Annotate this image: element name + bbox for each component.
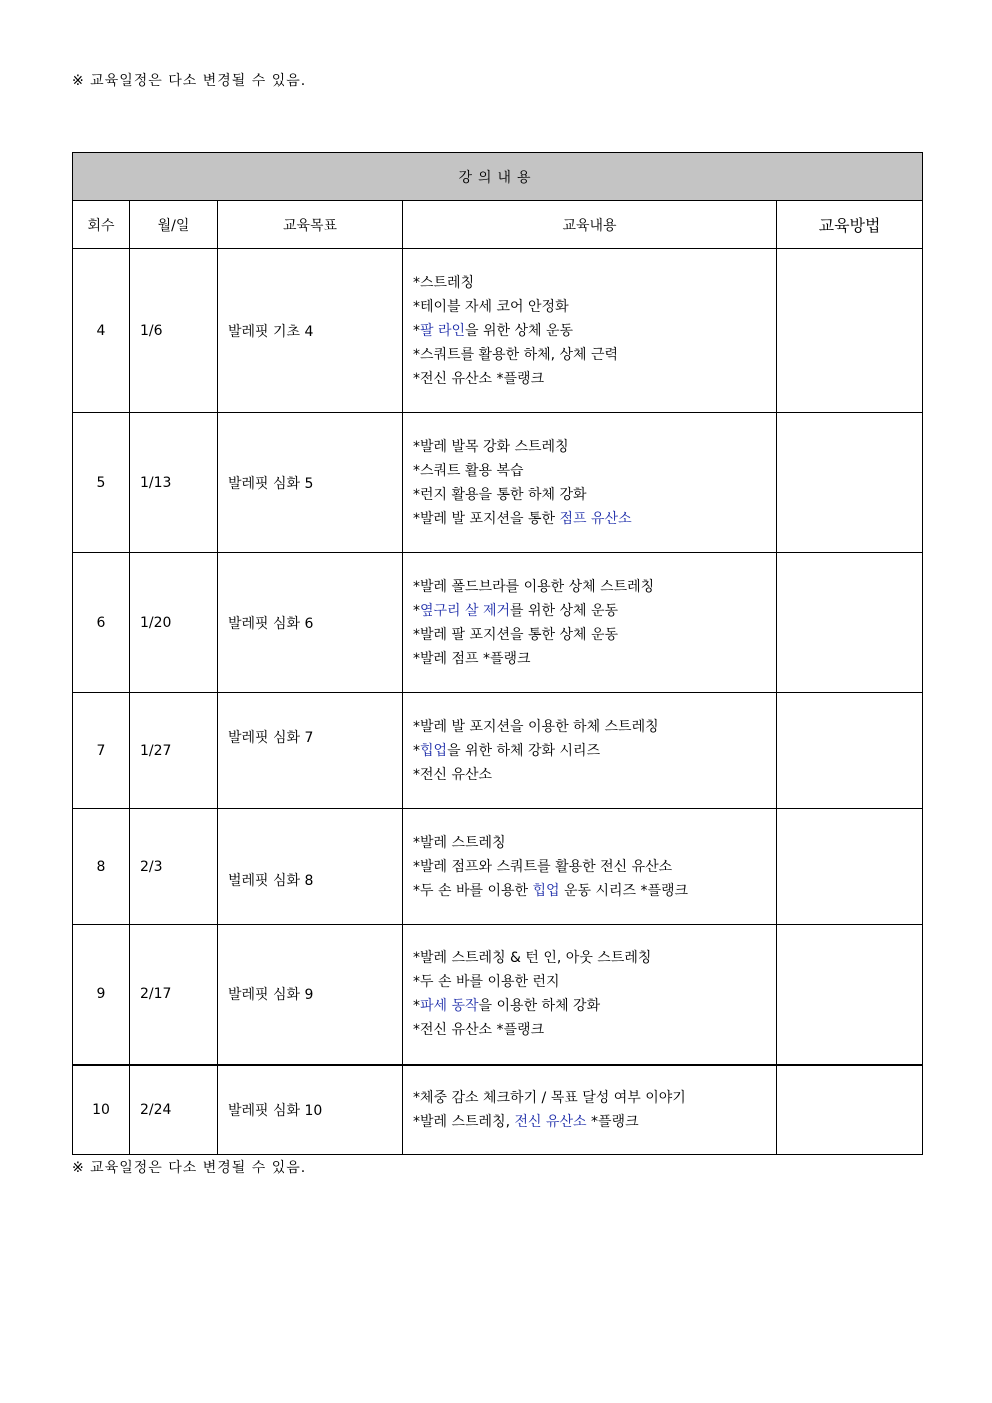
content-text: * <box>413 602 420 619</box>
session-content <box>403 809 777 925</box>
table-row <box>73 413 923 553</box>
content-line <box>413 1018 776 1042</box>
content-text: * <box>413 742 420 759</box>
session-content <box>403 553 777 693</box>
session-goal: 발레핏 심화 5 <box>218 413 403 553</box>
content-text: *발레 폴드브라를 이용한 상체 스트레칭 <box>413 578 655 595</box>
highlighted-text: 옆구리 살 제거 <box>420 602 511 619</box>
content-line <box>413 575 776 599</box>
table-row <box>73 249 923 413</box>
header-goal: 교육목표 <box>218 201 403 249</box>
table-row <box>73 553 923 693</box>
session-number: 5 <box>73 413 130 553</box>
content-text: * <box>413 322 420 339</box>
content-line <box>413 855 776 879</box>
content-text: *두 손 바를 이용한 <box>413 882 533 899</box>
header-session: 회수 <box>73 201 130 249</box>
content-text: *발레 점프와 스쿼트를 활용한 전신 유산소 <box>413 858 673 875</box>
content-text: *발레 스트레칭 & 턴 인, 아웃 스트레칭 <box>413 950 652 967</box>
session-date: 1/6 <box>130 249 218 413</box>
content-line <box>413 483 776 507</box>
content-line <box>413 970 776 994</box>
content-text: *발레 팔 포지션을 통한 상체 운동 <box>413 626 619 643</box>
content-text: 을 이용한 하체 강화 <box>478 998 601 1015</box>
session-method <box>777 553 923 693</box>
content-text: *전신 유산소 *플랭크 <box>413 370 545 387</box>
content-line <box>413 435 776 459</box>
content-text: 을 위한 하체 강화 시리즈 <box>447 742 601 759</box>
session-number: 7 <box>73 693 130 809</box>
content-line <box>413 647 776 671</box>
content-text: *전신 유산소 *플랭크 <box>413 1022 545 1039</box>
content-line <box>413 763 776 787</box>
header-date: 월/일 <box>130 201 218 249</box>
session-method <box>777 809 923 925</box>
highlighted-text: 힙업 <box>420 742 448 759</box>
content-line <box>413 879 776 903</box>
session-number: 8 <box>73 809 130 925</box>
session-method <box>777 249 923 413</box>
content-text: *발레 발 포지션을 통한 <box>413 510 560 527</box>
content-text: 를 위한 상체 운동 <box>510 602 619 619</box>
content-line <box>413 715 776 739</box>
content-text: *발레 스트레칭, <box>413 1113 515 1130</box>
content-line <box>413 271 776 295</box>
session-goal: 발레핏 심화 6 <box>218 553 403 693</box>
content-text: *플랭크 <box>586 1113 639 1130</box>
content-text: 운동 시리즈 *플랭크 <box>559 882 689 899</box>
session-content <box>403 413 777 553</box>
session-goal: 벌레핏 심화 8 <box>218 809 403 925</box>
table-header-row <box>73 201 923 249</box>
content-line <box>413 946 776 970</box>
session-method <box>777 1065 923 1155</box>
session-number: 9 <box>73 925 130 1065</box>
highlighted-text: 전신 유산소 <box>514 1113 587 1130</box>
content-line <box>413 319 776 343</box>
session-goal: 발레핏 심화 9 <box>218 925 403 1065</box>
session-method <box>777 693 923 809</box>
content-line <box>413 994 776 1018</box>
lecture-content-table <box>72 152 923 1155</box>
session-date: 1/27 <box>130 693 218 809</box>
schedule-change-notice-top: ※ 교육일정은 다소 변경될 수 있음. <box>72 73 307 89</box>
header-content: 교육내용 <box>403 201 777 249</box>
session-goal: 발레핏 심화 10 <box>218 1065 403 1155</box>
highlighted-text: 점프 유산소 <box>559 510 632 527</box>
content-text: *체중 감소 체크하기 / 목표 달성 여부 이야기 <box>413 1089 686 1106</box>
content-text: *두 손 바를 이용한 런지 <box>413 974 560 991</box>
table-row <box>73 925 923 1065</box>
content-line <box>413 459 776 483</box>
header-method: 교육방법 <box>777 201 923 249</box>
content-line <box>413 739 776 763</box>
table-title-row <box>73 153 923 201</box>
schedule-change-notice-bottom: ※ 교육일정은 다소 변경될 수 있음. <box>72 1160 307 1176</box>
session-date: 1/13 <box>130 413 218 553</box>
session-number: 4 <box>73 249 130 413</box>
highlighted-text: 힙업 <box>532 882 560 899</box>
content-line <box>413 343 776 367</box>
content-line <box>413 367 776 391</box>
session-date: 2/3 <box>130 809 218 925</box>
session-content <box>403 693 777 809</box>
content-line <box>413 599 776 623</box>
content-text: *발레 점프 *플랭크 <box>413 650 531 667</box>
content-text: *런지 활용을 통한 하체 강화 <box>413 486 587 503</box>
session-content <box>403 925 777 1065</box>
content-line <box>413 1086 776 1110</box>
content-line <box>413 1110 776 1134</box>
session-date: 1/20 <box>130 553 218 693</box>
session-content <box>403 249 777 413</box>
table-row <box>73 809 923 925</box>
content-line <box>413 507 776 531</box>
table-row <box>73 1065 923 1155</box>
session-date: 2/17 <box>130 925 218 1065</box>
content-text: *스쿼트 활용 복습 <box>413 462 524 479</box>
highlighted-text: 파세 동작 <box>420 998 479 1015</box>
session-goal: 발레핏 심화 7 <box>218 693 403 809</box>
content-text: *스트레칭 <box>413 274 475 291</box>
content-text: *전신 유산소 <box>413 766 493 783</box>
table-title: 강의내용 <box>73 153 923 201</box>
session-number: 10 <box>73 1065 130 1155</box>
content-text: 을 위한 상체 운동 <box>465 322 574 339</box>
session-content <box>403 1065 777 1155</box>
content-line <box>413 295 776 319</box>
session-number: 6 <box>73 553 130 693</box>
content-text: *발레 발목 강화 스트레칭 <box>413 438 569 455</box>
content-text: *발레 스트레칭 <box>413 834 506 851</box>
session-method <box>777 925 923 1065</box>
session-goal: 발레핏 기초 4 <box>218 249 403 413</box>
content-line <box>413 831 776 855</box>
content-text: *발레 발 포지션을 이용한 하체 스트레칭 <box>413 718 659 735</box>
content-line <box>413 623 776 647</box>
session-method <box>777 413 923 553</box>
content-text: *스쿼트를 활용한 하체, 상체 근력 <box>413 346 619 363</box>
table-row <box>73 693 923 809</box>
session-date: 2/24 <box>130 1065 218 1155</box>
highlighted-text: 팔 라인 <box>420 322 466 339</box>
content-text: * <box>413 998 420 1015</box>
content-text: *테이블 자세 코어 안정화 <box>413 298 569 315</box>
